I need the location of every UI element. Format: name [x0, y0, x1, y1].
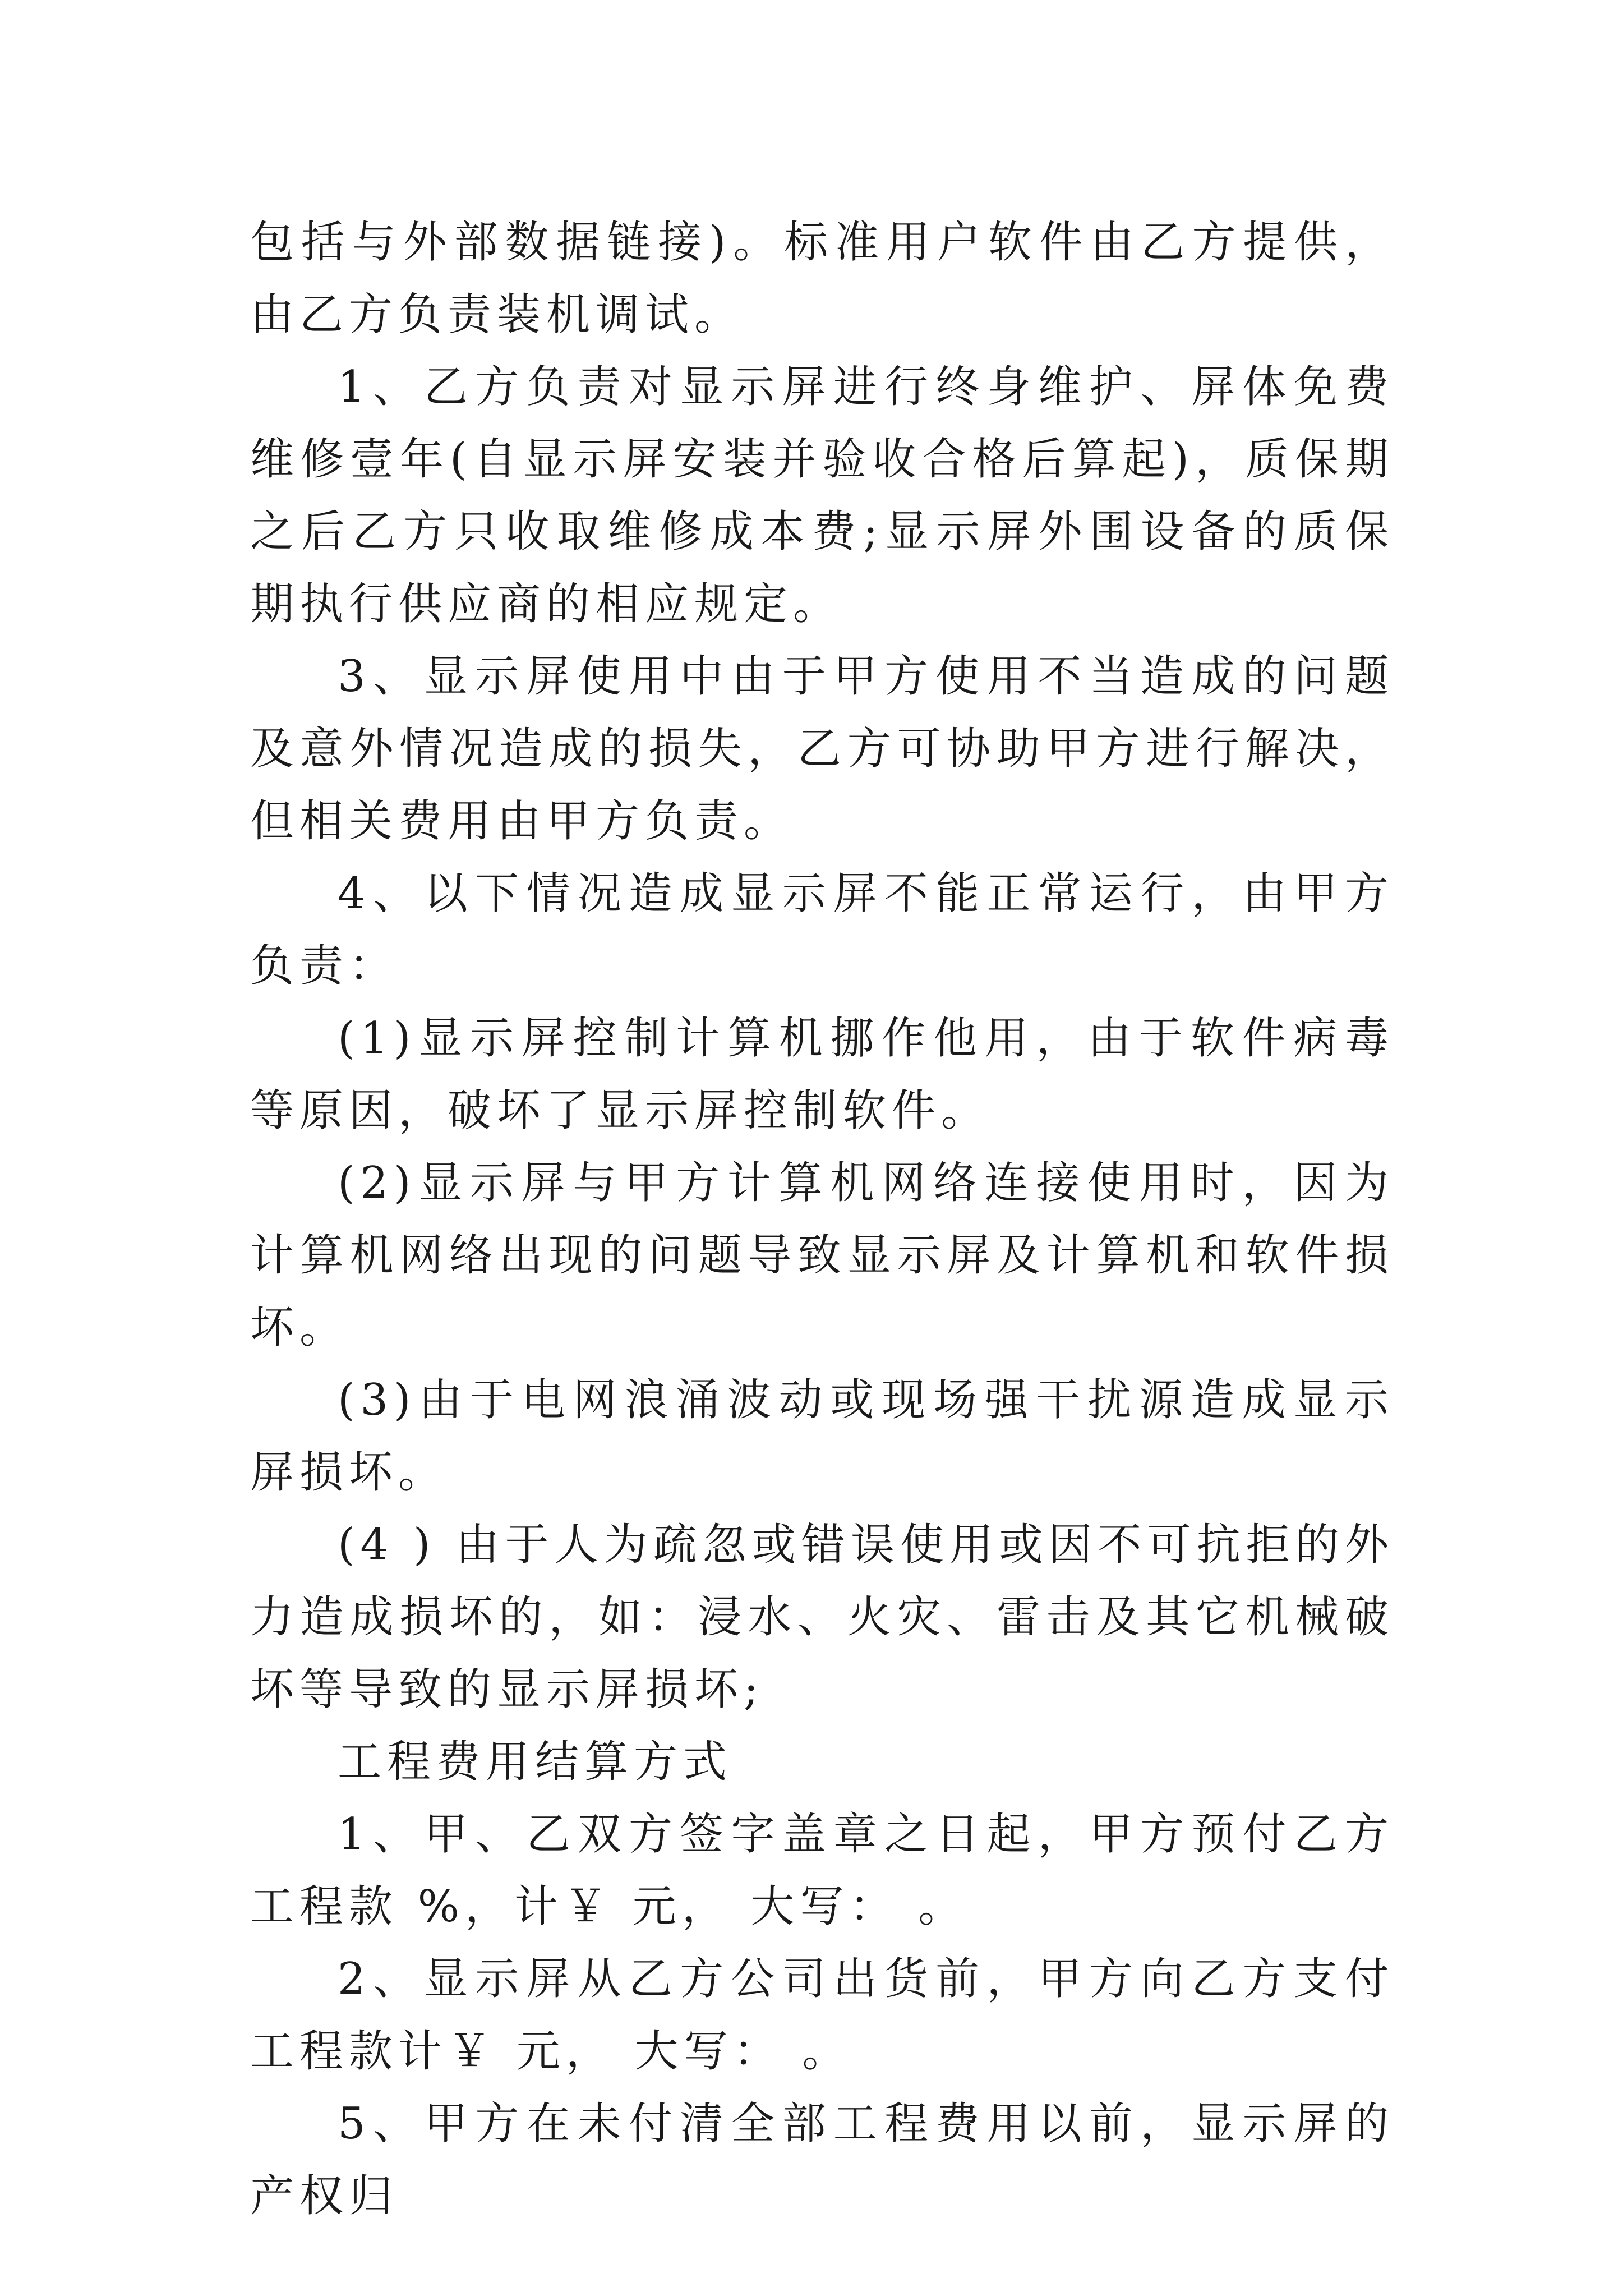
paragraph-party-a-responsibility: 4、以下情况造成显示屏不能正常运行，由甲方负责： — [250, 868, 1394, 991]
paragraph-shipment-payment: 2、显示屏从乙方公司出货前，甲方向乙方支付工程款计￥ 元， 大写： 。 — [250, 1954, 1394, 2077]
paragraph-prepayment: 1、甲、乙双方签字盖章之日起，甲方预付乙方工程款 %，计￥ 元， 大写： 。 — [250, 1809, 1394, 1932]
paragraph-software-setup: 包括与外部数据链接)。标准用户软件由乙方提供，由乙方负责装机调试。 — [250, 217, 1394, 340]
document-body — [250, 206, 1394, 2233]
paragraph-maintenance-warranty: 1、乙方负责对显示屏进行终身维护、屏体免费维修壹年(自显示屏安装并验收合格后算起)，质保期之后乙方只收取维修成本费;显示屏外围设备的质保期执行供应商的相应规定。 — [250, 362, 1394, 629]
section-heading-settlement: 工程费用结算方式 — [338, 1737, 733, 1787]
paragraph-improper-use: 3、显示屏使用中由于甲方使用不当造成的问题及意外情况造成的损失，乙方可协助甲方进行解决，但相关费用由甲方负责。 — [250, 651, 1394, 846]
paragraph-item-4: (4 ) 由于人为疏忽或错误使用或因不可抗拒的外力造成损坏的，如：浸水、火灾、雷击及其它机械破坏等导致的显示屏损坏; — [250, 1520, 1394, 1715]
paragraph-item-2: (2)显示屏与甲方计算机网络连接使用时，因为计算机网络出现的问题导致显示屏及计算机和软件损坏。 — [250, 1158, 1394, 1353]
paragraph-ownership: 5、甲方在未付清全部工程费用以前，显示屏的产权归 — [250, 2099, 1394, 2221]
paragraph-item-1: (1)显示屏控制计算机挪作他用，由于软件病毒等原因，破坏了显示屏控制软件。 — [250, 1013, 1394, 1136]
paragraph-item-3: (3)由于电网浪涌波动或现场强干扰源造成显示屏损坏。 — [250, 1375, 1394, 1498]
